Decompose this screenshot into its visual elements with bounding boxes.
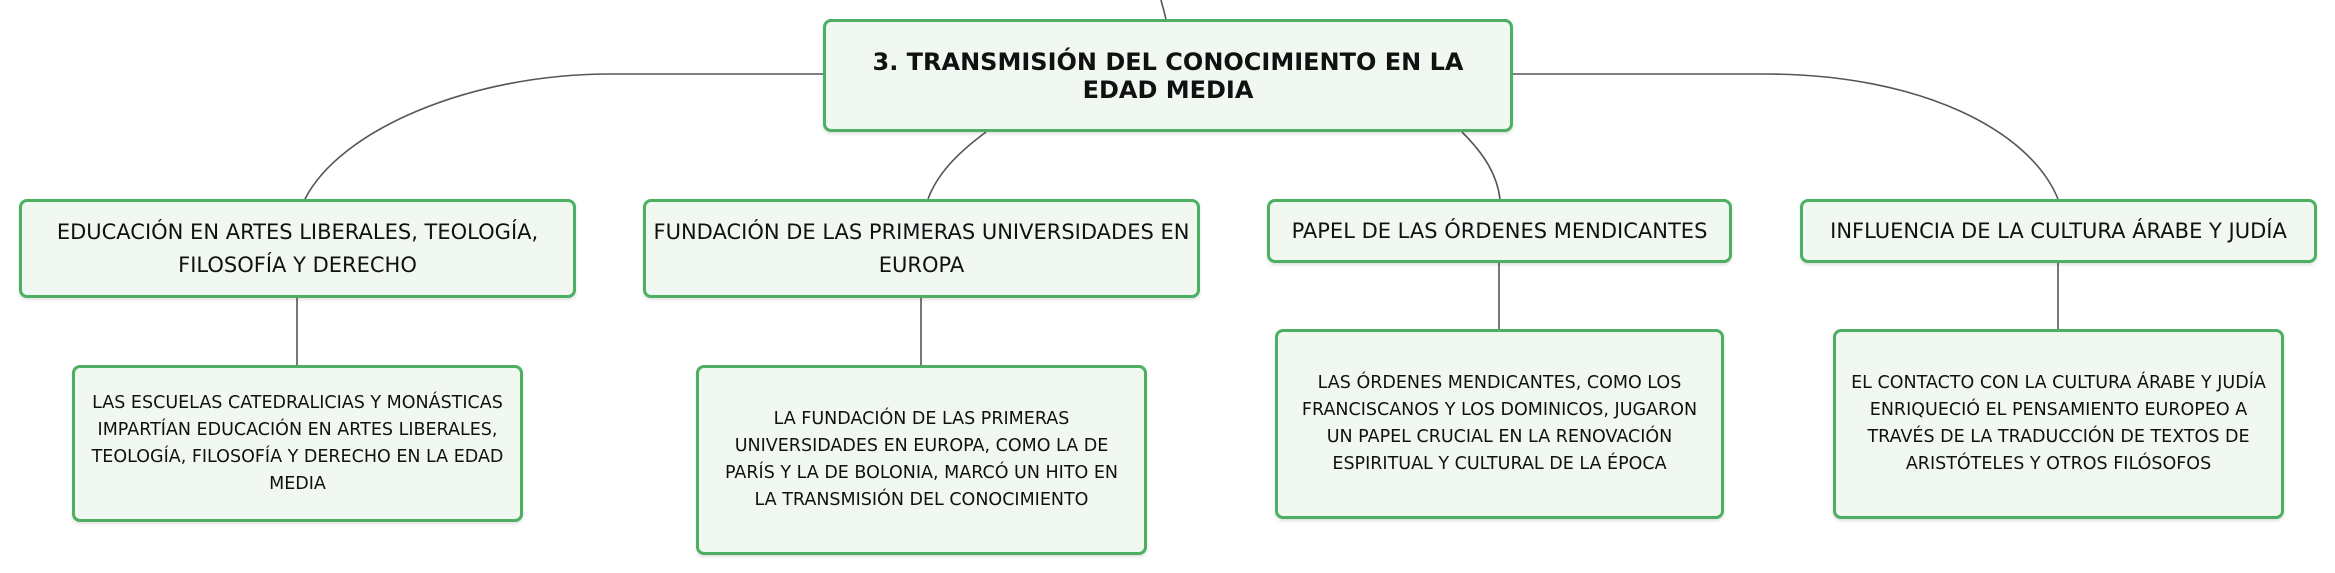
- connector-root-branch-1: [305, 74, 823, 199]
- detail-topic-arab-jewish-culture[interactable]: [1833, 329, 2284, 519]
- branch-topic-arab-jewish-culture[interactable]: [1800, 199, 2317, 263]
- detail-topic-text: EL CONTACTO CON LA CULTURA ÁRABE Y JUDÍA ENRIQUECIÓ EL PENSAMIENTO EUROPEO A TRAVÉS DE LA TRADUCCIÓN DE TEXTOS DE ARISTÓTELES Y OTROS FILÓSOFOS: [1851, 373, 2266, 474]
- branch-topic-mendicant-orders[interactable]: [1267, 199, 1732, 263]
- branch-topic-education[interactable]: [19, 199, 576, 298]
- detail-topic-text: LA FUNDACIÓN DE LAS PRIMERAS UNIVERSIDADES EN EUROPA, COMO LA DE PARÍS Y LA DE BOLONIA, MARCÓ UN HITO EN LA TRANSMISIÓN DEL CONOCIMIENTO: [724, 409, 1119, 510]
- detail-topic-text: LAS ÓRDENES MENDICANTES, COMO LOS FRANCISCANOS Y LOS DOMINICOS, JUGARON UN PAPEL CRUCIAL EN LA RENOVACIÓN ESPIRITUAL Y CULTURAL DE LA ÉPOCA: [1301, 373, 1698, 474]
- branch-topic-label: INFLUENCIA DE LA CULTURA ÁRABE Y JUDÍA: [1830, 218, 2287, 243]
- branch-topic-label: EDUCACIÓN EN ARTES LIBERALES, TEOLOGÍA, FILOSOFÍA Y DERECHO: [56, 219, 539, 277]
- detail-topic-education[interactable]: [72, 365, 523, 522]
- connector-root-branch-4: [1513, 74, 2058, 199]
- detail-topic-universities[interactable]: [696, 365, 1147, 555]
- branch-topic-label: FUNDACIÓN DE LAS PRIMERAS UNIVERSIDADES EN EUROPA: [653, 219, 1190, 277]
- central-topic-label: 3. TRANSMISIÓN DEL CONOCIMIENTO EN LA EDAD MEDIA: [872, 47, 1464, 104]
- parent-connector: [1161, 0, 1166, 20]
- detail-topic-mendicant-orders[interactable]: [1275, 329, 1724, 519]
- branch-topic-universities[interactable]: [643, 199, 1200, 298]
- detail-topic-text: LAS ESCUELAS CATEDRALICIAS Y MONÁSTICAS IMPARTÍAN EDUCACIÓN EN ARTES LIBERALES, TEOLOGÍA, FILOSOFÍA Y DERECHO EN LA EDAD MEDIA: [91, 392, 504, 494]
- connector-root-branch-2: [928, 132, 986, 199]
- connector-root-branch-3: [1462, 132, 1500, 199]
- branch-topic-label: PAPEL DE LAS ÓRDENES MENDICANTES: [1291, 218, 1708, 243]
- central-topic[interactable]: [823, 19, 1513, 132]
